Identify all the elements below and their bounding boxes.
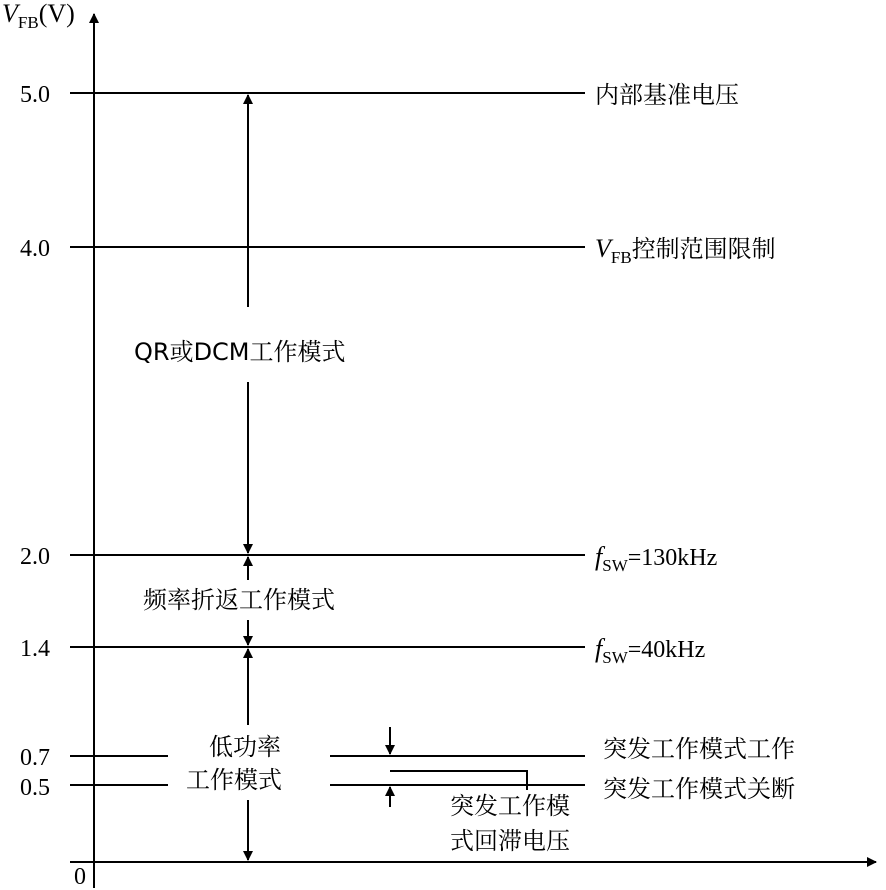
region-label-qr-dcm: QR或DCM工作模式 (134, 338, 346, 366)
tick-label-4.0: 4.0 (20, 236, 50, 262)
origin-label: 0 (74, 864, 86, 890)
region-label-low-power-1: 低功率 (209, 733, 281, 761)
hysteresis-leader (390, 771, 527, 790)
region-label-foldback: 频率折返工作模式 (143, 586, 335, 614)
tick-label-0.7: 0.7 (20, 745, 50, 771)
hysteresis-label-2: 式回滞电压 (450, 827, 570, 855)
level-label-vfb-limit: $V_{FB}$控制范围限制 (595, 234, 776, 267)
level-label-internal-reference: 内部基准电压 (595, 81, 739, 109)
level-label-fsw-40: $f_{SW}=40kHz$ (595, 634, 706, 667)
y-axis-title: $V_{FB}(V)$ (2, 0, 75, 32)
level-label-fsw-130: $f_{SW}=130kHz$ (595, 542, 718, 575)
level-label-burst-off: 突发工作模式关断 (603, 775, 795, 803)
level-label-burst-on: 突发工作模式工作 (603, 735, 795, 763)
hysteresis-label-1: 突发工作模 (450, 792, 570, 820)
tick-label-0.5: 0.5 (20, 775, 50, 801)
tick-label-5.0: 5.0 (20, 82, 50, 108)
region-label-low-power-2: 工作模式 (186, 766, 282, 794)
tick-label-2.0: 2.0 (20, 544, 50, 570)
tick-label-1.4: 1.4 (20, 636, 50, 662)
